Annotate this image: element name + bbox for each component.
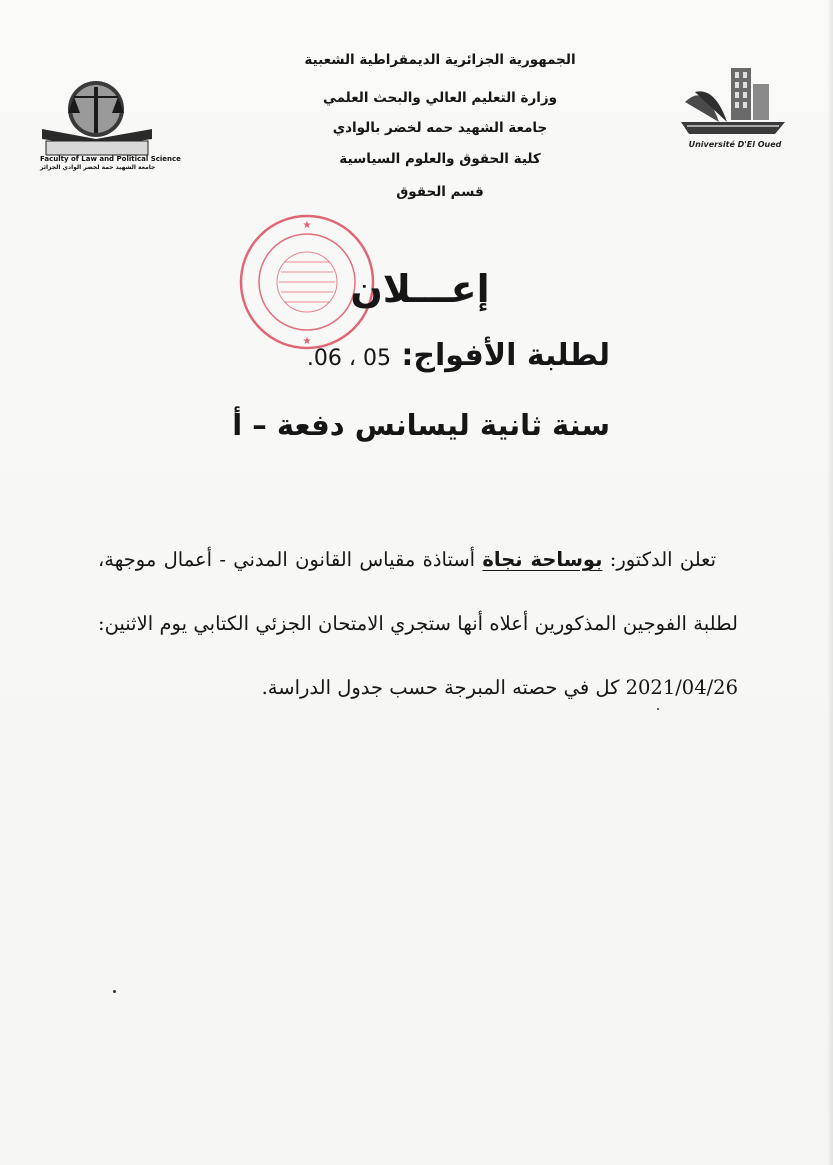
faculty-logo: [38, 75, 158, 205]
announcement-body: [98, 528, 738, 720]
department-line: قسم الحقوق: [396, 184, 484, 200]
body-part1: تعلن الدكتور:: [609, 548, 717, 571]
faculty-logo-caption: [40, 155, 181, 171]
groups-values: 05 ، 06.: [306, 346, 391, 371]
body-part2: أستاذة مقياس القانون المدني - أعمال موجهة، لطلبة الفوجين المذكورين أعلاه أنها ستجري الامتحان الجزئي الكتابي يوم الاثنين: 2021/04/26 كل في حصته المبرجة حسب جدول الدراسة.: [98, 548, 738, 699]
groups-line: [250, 338, 610, 373]
ministry-line: وزارة التعليم العالي والبحث العلمي: [322, 90, 558, 106]
groups-label: لطلبة الأفواج:: [401, 338, 610, 373]
paper-speck: [657, 708, 659, 710]
university-logo-caption: [680, 140, 790, 149]
svg-text:★: ★: [302, 336, 312, 347]
republic-line: الجمهورية الجزائرية الديمقراطية الشعبية: [304, 52, 576, 68]
faculty-logo-sub: جامعة الشهيد حمة لخضر الوادي الجزائر: [40, 164, 156, 171]
svg-text:★: ★: [302, 220, 312, 231]
instructor-name: بوساحة نجاة: [482, 548, 603, 571]
university-line: جامعة الشهيد حمه لخضر بالوادي: [332, 120, 548, 136]
university-logo-en: Université D'El Oued: [688, 140, 782, 149]
announcement-title: إعـــلان: [350, 267, 490, 311]
faculty-logo-en: Faculty of Law and Political Science: [40, 155, 181, 163]
faculty-line: كلية الحقوق والعلوم السياسية: [339, 151, 541, 167]
page-edge-shadow: [827, 0, 833, 1165]
level-line: سنة ثانية ليسانس دفعة – أ: [232, 408, 610, 442]
paper-speck: [113, 990, 116, 993]
